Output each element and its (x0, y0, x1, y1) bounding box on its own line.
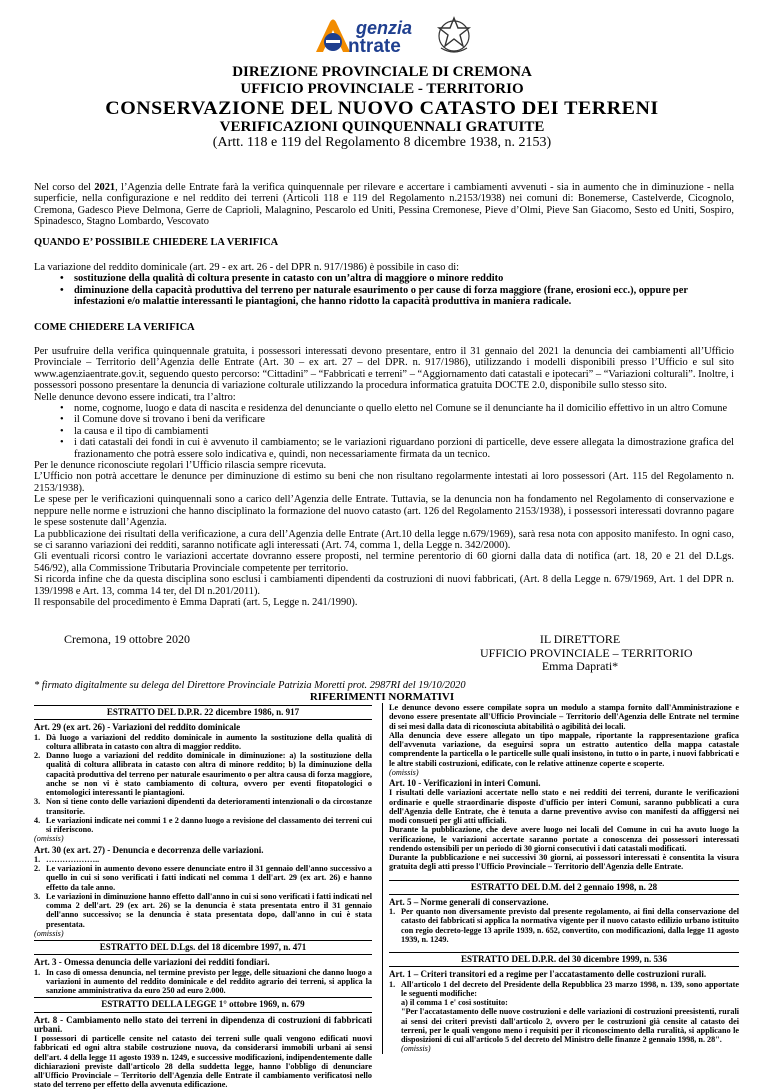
list-item: • nome, cognome, luogo e data di nascita e residenza del denunciante o quello eletto nel Comune se il denunciante ha il domicilio effettivo in un altro Comune (74, 403, 734, 414)
item-text: Le variazioni in aumento devono essere denunciate entro il 31 gennaio dell'anno successivo a quello in cui si sono verificati i fatti indicati nel comma 1 dell'art. 29 (ex art. 26) e hanno effetto da tale anno. (46, 864, 372, 892)
references-title: RIFERIMENTI NORMATIVI (309, 691, 455, 703)
intro-pre: Nel corso del (34, 182, 95, 193)
paragraph: Per le denunce riconosciute regolari l’Ufficio rilascia sempre ricevuta. (34, 460, 327, 472)
article-item (34, 864, 372, 892)
item-number: 2. (34, 864, 41, 873)
article-item (34, 816, 372, 835)
article-item (34, 797, 372, 816)
paragraph: La pubblicazione dei risultati della verificazione, a cura dell’Agenzia delle Entrate (Art.10 della legge n.679/1969), sarà resa nota con apposito manifesto. In ogni caso, se ci saranno variazioni dei redditi, saranno notificate agli interessati (Art. 74, comma 1, della Legge n. 342/2000). (34, 528, 734, 551)
item-number: 3. (34, 891, 41, 901)
article-item (34, 968, 372, 996)
item-text: Le variazioni indicate nei commi 1 e 2 danno luogo a revisione del classamento dei terreni cui si riferiscono. (46, 815, 372, 834)
extract-box: ESTRATTO DEL D.P.R. del 30 dicembre 1999, n. 536 (389, 952, 739, 967)
signature-name: Emma Daprati* (541, 659, 619, 673)
signature-role-2: UFFICIO PROVINCIALE – TERRITORIO (480, 645, 693, 660)
article-text: Alla denuncia deve essere allegato un tipo mappale, riportante la rappresentazione grafica dell'avvenuta variazione, da eseguirsi sopra un estratto autentico della mappa catastale comprendente la particella o le particelle sulle quali insistono, in tutto o in parte, i nuovi fabbricati e le altre stabili costruzioni, edificate, con le relative attinenze coperte e scoperte. (389, 730, 739, 768)
paragraph: L’Ufficio non potrà accettare le denunce per diminuzione di estimo su beni che non risultano regolarmente intestati ai loro possessori (Art. 115 del Regolamento n. 2153/1938). (34, 471, 734, 494)
extract-box: ESTRATTO DELLA LEGGE 1° ottobre 1969, n. 679 (34, 997, 372, 1012)
article-text: I risultati delle variazioni accertate nello stato e nei redditi dei terreni, durante le verificazioni ordinarie e quelle straordinarie disposte d'ufficio per interi Comuni, saranno pubblicati a cura dell'Agenzia delle Entrate, che è tenuta a darne preventivo avviso con manifesti da affiggersi nei modi consueti per gli atti ufficiali. (389, 788, 739, 825)
paragraph: Per usufruire della verifica quinquennale gratuita, i possessori interessati devono presentare, entro il 31 gennaio del 2021 la denuncia dei cambiamenti all’Ufficio Provinciale – Territorio dell’Agenzia delle Entrate (Art. 30 – ex art. 27 – del DPR. n. 917/1986), utilizzando i modelli disponibili presso l’Ufficio e sul sito www.agenziaentrate.gov.it, seguendo questo percorso: “Cittadini” – “Fabbricati e terreni” – “Aggiornamento dati catastali e ipotecari” – “Variazioni colturali”. Inoltre, i possessori possono presentare la denuncia di variazione colturale utilizzando la procedura informatica gratuita DOCTE 2.0, disponibile sullo stesso sito. (34, 346, 734, 392)
place-date: Cremona, 19 ottobre 2020 (64, 632, 190, 646)
logo-word-genzia: genzia (356, 18, 413, 38)
item-number: 3. (34, 797, 41, 807)
item-text: Per quanto non diversamente previsto dal presente regolamento, ai fini della conservazione del catasto dei fabbricati si applica la normativa vigente per il nuovo catasto edilizio urbano istituito con regio decreto-legge 13 aprile 1939, n. 652, convertito, con modificazioni, dalla legge 11 agosto 1939, n. 1249. (401, 907, 739, 944)
section-when-lead: La variazione del reddito dominicale (art. 29 - ex art. 26 - del DPR n. 917/1986) è possibile in caso di: (34, 262, 460, 273)
item-number: 1. (34, 854, 41, 864)
omissis: (omissis) (389, 767, 419, 777)
article-heading: Art. 8 - Cambiamento nello stato dei terreni in dipendenza di costruzioni di fabbricati urbani. (34, 1014, 372, 1034)
item-text: Dà luogo a variazioni del reddito dominicale in aumento la sostituzione della qualità di coltura allibrata in catasto con altra di maggior reddito. (46, 732, 372, 751)
logo-word-ntrate: ntrate (348, 36, 401, 57)
item-number: 1. (389, 979, 396, 989)
item-number: 2. (34, 751, 41, 760)
signature-role-1: IL DIRETTORE (539, 632, 621, 646)
list-item: • il Comune dove si trovano i beni da verificare (74, 414, 734, 425)
document-title: CONSERVAZIONE DEL NUOVO CATASTO DEI TERRENI (105, 98, 659, 119)
item-number: 1. (389, 907, 396, 916)
omissis: (omissis) (401, 1044, 431, 1054)
article-heading: Art. 1 – Criteri transitori ed a regime per l'accatastamento delle costruzioni rurali. (389, 969, 707, 980)
item-text: All'articolo 1 del decreto del Presidente della Repubblica 23 marzo 1998, n. 139, sono apportate le seguenti modifiche: (401, 979, 739, 998)
article-heading: Art. 30 (ex art. 27) - Denuncia e decorrenza delle variazioni. (34, 844, 264, 855)
item-number: 1. (34, 732, 41, 742)
article-heading: Art. 5 – Norme generali di conservazione. (389, 896, 549, 907)
extract-box: ESTRATTO DEL D.Lgs. del 18 dicembre 1997, n. 471 (34, 940, 372, 955)
article-subitem: a) il comma 1 e' così sostituito: (401, 998, 508, 1007)
article-heading: Art. 29 (ex art. 26) - Variazioni del reddito dominicale (34, 722, 241, 733)
paragraph: Il responsabile del procedimento è Emma Daprati (art. 5, Legge n. 241/1990). (34, 596, 358, 608)
article-item (34, 892, 372, 929)
paragraph: Le spese per le verificazioni quinquennali sono a carico dell’Agenzia delle Entrate. Tuttavia, se la denuncia non ha fondamento nel Regolamento di conservazione e neppure nelle norme e istruzioni che hanno disciplinato la formazione del nuovo catasto (art. 126 del Regolamento 2153/1938), i possessori interessati dovranno pagare le spese sostenute dall’Agenzia. (34, 494, 734, 529)
omissis: (omissis) (34, 834, 64, 844)
article-text: Durante la pubblicazione, che deve avere luogo nei locali del Comune in cui ha avuto luogo la verificazione, le variazioni accertate saranno portate a conoscenza dei possessori interessati rendendo ostensibili per un periodo di 30 giorni consecutivi i dati catastali modificati. (389, 825, 739, 853)
list-item: • i dati catastali dei fondi in cui è avvenuto il cambiamento; se le variazioni riguardano porzioni di particelle, deve essere allegata la dimostrazione grafica del frazionamento che potrà essere solo indicativa e, quindi, non necessariamente firmata da un tecnico. (74, 437, 734, 460)
signature-block (480, 632, 693, 674)
extract-box: ESTRATTO DEL D.P.R. 22 dicembre 1986, n. 917 (34, 705, 372, 720)
list-item: • sostituzione della qualità di coltura presente in catasto con un’altra di maggiore o minore reddito (74, 273, 734, 284)
paragraph: Gli eventuali ricorsi contro le variazioni accertate dovranno essere proposti, nel termine perentorio di 60 giorni dalla data di notifica (art. 18, 20 e 21 del D.Lgs. 546/92), alla Commissione Tributaria Provinciale competente per territorio. (34, 551, 734, 574)
article-text: Le denunce devono essere compilate sopra un modulo a stampa fornito dall'Amministrazione e devono essere presentate all'Ufficio Provinciale – Territorio dell'Agenzia delle Entrate nel termine di sei mesi dalla data di riconosciuta abitabilità o agibilità dei locali. (389, 703, 739, 731)
item-number: 4. (34, 815, 41, 825)
article-quote: "Per l'accatastamento delle nuove costruzioni e delle variazioni di costruzioni preesistenti, rurali ai sensi dei criteri previsti dall'articolo 2, ovvero per le costruzioni già censite al catasto dei terreni, per le quali vengono meno i requisiti per il riconoscimento della ruralità, si applicano le disposizioni di cui all'articolo 5 del decreto del Ministro delle finanze 2 gennaio 1998, n. 28". (401, 1007, 739, 1044)
article-item (34, 751, 372, 797)
article-item (389, 907, 739, 944)
intro-year: 2021 (94, 182, 116, 193)
item-text: Le variazioni in diminuzione hanno effetto dall'anno in cui si sono verificati i fatti indicati nel comma 2 dell'art. 29 (ex art. 26) se la denuncia è stata presentata entro il 31 gennaio dell'anno successivo; se la denuncia è stata presentata dopo, dall'anno in cui è stata presentata. (46, 891, 372, 929)
section-title-how: COME CHIEDERE LA VERIFICA (34, 322, 195, 333)
item-text: Danno luogo a variazioni del reddito dominicale in diminuzione: a) la sostituzione della qualità di coltura allibrata in catasto con altra di minore reddito; b) la diminuzione della capacità produttiva del terreno per naturale esaurimento o per altra causa di forza maggiore, anche se non vi è stato cambiamento di coltura, ovvero per eventi fitopatologici o entomologici interessanti le piantagioni. (46, 751, 372, 797)
header-line-1: DIREZIONE PROVINCIALE DI CREMONA (232, 64, 532, 80)
header-line-2: UFFICIO PROVINCIALE - TERRITORIO (240, 81, 524, 97)
paragraph: Nelle denunce devono essere indicati, tra l’altro: (34, 391, 236, 403)
required-data-list (34, 403, 734, 460)
section-title-when: QUANDO E’ POSSIBILE CHIEDERE LA VERIFICA (34, 237, 279, 248)
list-item: • diminuzione della capacità produttiva del terreno per naturale esaurimento o per cause di forza maggiore (frane, erosioni ecc.), oppure per infestazioni e/o malattie interessanti le piantagioni, che hanno ridotto la capacità produttiva in maniera radicale. (74, 285, 734, 308)
article-item (389, 980, 739, 999)
references-left-column (34, 703, 372, 1090)
omissis: (omissis) (34, 928, 64, 938)
article-heading: Art. 3 - Omessa denuncia delle variazioni dei redditi fondiari. (34, 957, 270, 968)
document-subtitle: VERIFICAZIONI QUINQUENNALI GRATUITE (219, 119, 545, 135)
list-item: • la causa e il tipo di cambiamenti (74, 426, 734, 437)
item-text: ……………….. (46, 854, 100, 864)
section-when-body (34, 262, 734, 308)
article-item (34, 733, 372, 752)
section-how-body (34, 346, 734, 608)
article-text: Durante la pubblicazione e nei successivi 30 giorni, ai possessori interessati è consentita la visura gratuita degli atti presso l'Ufficio Provinciale – Territorio dell'Agenzia delle Entrate. (389, 853, 739, 872)
agenzia-entrate-logo (312, 12, 472, 62)
republic-emblem-icon (436, 14, 472, 56)
article-heading: Art. 10 - Verificazioni in interi Comuni. (389, 778, 541, 788)
item-text: In caso di omessa denuncia, nel termine previsto per legge, delle situazioni che danno luogo a variazioni in aumento del reddito dominicale e del reddito agrario dei terreni, si applica la sanzione amministrativa da euro 250 ad euro 2.000. (46, 967, 372, 995)
article-text: I possessori di particelle censite nel catasto dei terreni sulle quali vengono edificati nuovi fabbricati ed ogni altra stabile costruzione nuova, da considerarsi immobili urbani ai sensi dell'art. 4 della legge 11 agosto 1939 n. 1249, e successive modificazioni, indipendentemente dalle dichiarazioni previste dall'articolo 28 della suddetta legge, hanno l'obbligo di denunciare all'Ufficio Provinciale – Territorio dell'Agenzia delle Entrate il cambiamento verificatosi nello stato del terreno per effetto della avvenuta edificazione. (34, 1034, 372, 1090)
paragraph: Si ricorda infine che da questa disciplina sono esclusi i cambiamenti dipendenti da costruzioni di nuovi fabbricati, (Art. 8 della Legge n. 679/1969, Art. 1 del DPR n. 139/1998 e Art. 13, comma 14 ter, del Dl n.201/2011). (34, 574, 734, 597)
article-item (34, 855, 372, 864)
section-when-list (34, 273, 734, 307)
references-right-column (382, 703, 739, 1054)
legal-reference: (Artt. 118 e 119 del Regolamento 8 dicembre 1938, n. 2153) (212, 135, 552, 150)
intro-paragraph (34, 182, 734, 228)
intro-post: , l’Agenzia delle Entrate farà la verifica quinquennale per rilevare e accertare i cambiamenti avvenuti - sia in aumento che in diminuzione - nella superficie, nella configurazione e nel reddito dei terreni (Articoli 118 e 119 del Regolamento n.2153/1938) nei comuni di: Bonemerse, Castelverde, Cicognolo, Cremona, Gadesco Pieve Delmona, Gerre de Caprioli, Malagnino, Pescarolo ed Uniti, Pessina Cremonese, Pieve d’Olmi, Pieve San Giacomo, Sesto ed Uniti, Sospiro, Spinadesco, Stagno Lombardo, Vescovato (34, 182, 735, 228)
extract-box: ESTRATTO DEL D.M. del 2 gennaio 1998, n. 28 (389, 880, 739, 895)
item-number: 1. (34, 967, 41, 977)
digital-signature-note: * firmato digitalmente su delega del Direttore Provinciale Patrizia Moretti prot. 2987RI del 19/10/2020 (34, 680, 466, 691)
item-text: Non si tiene conto delle variazioni dipendenti da deterioramenti intenzionali o da circostanze transitorie. (46, 797, 372, 816)
